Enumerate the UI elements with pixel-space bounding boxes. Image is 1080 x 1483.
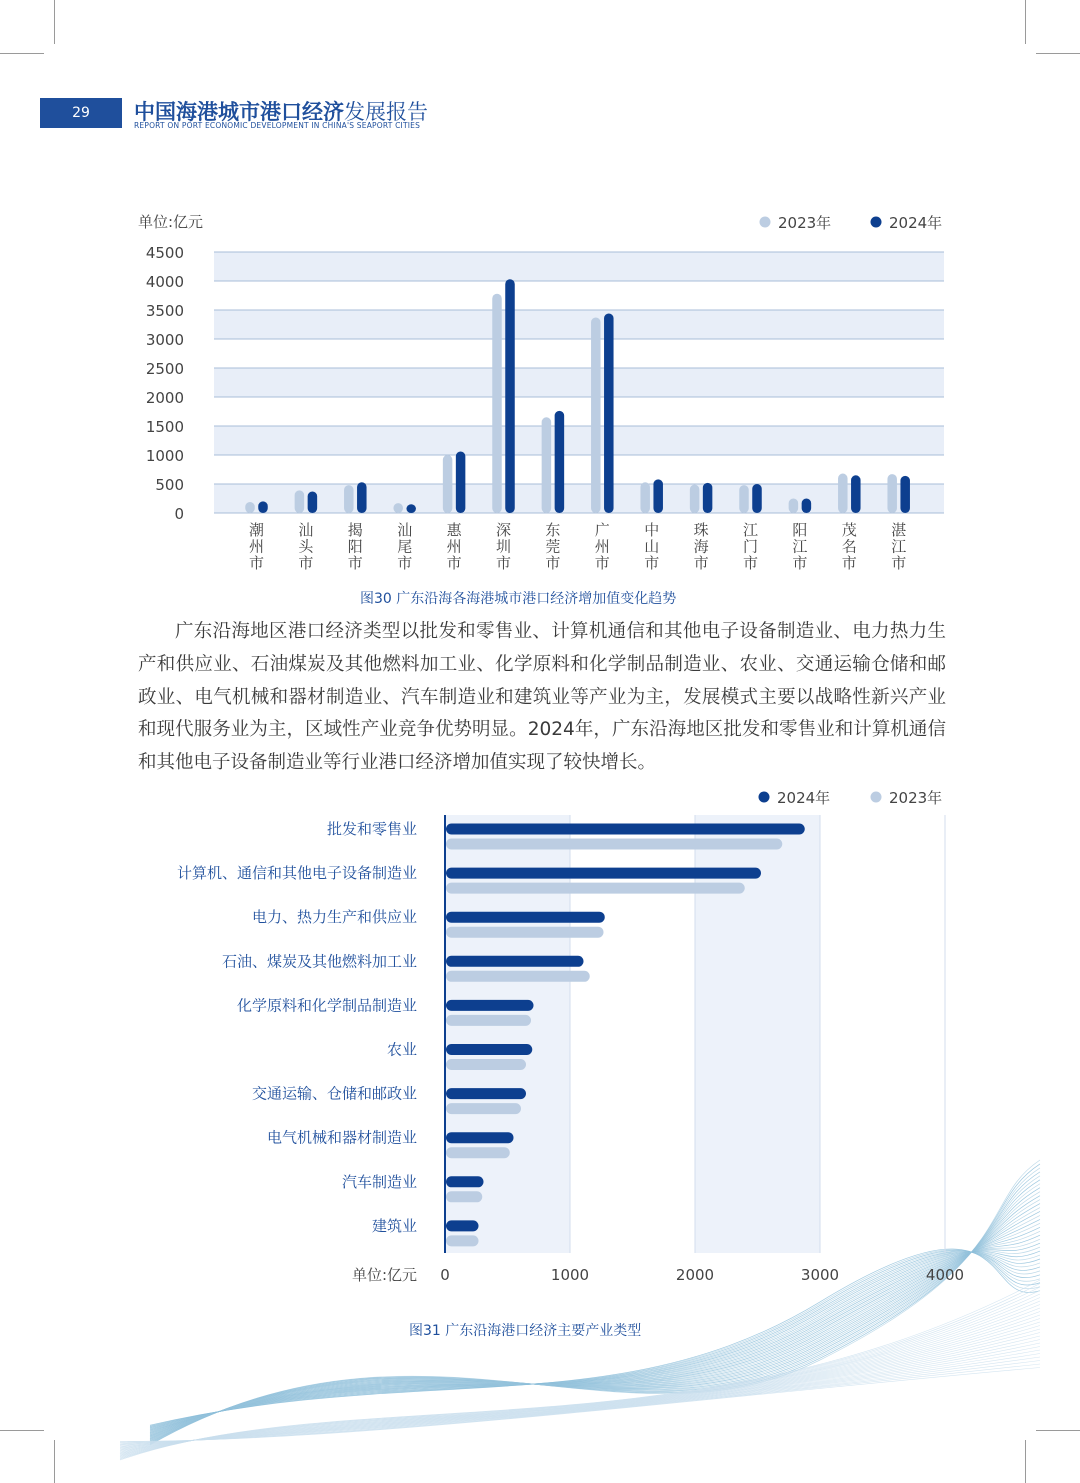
y-tick-label: 3500	[145, 302, 184, 320]
category-label: 农业	[386, 1040, 417, 1059]
legend-label: 2023年	[778, 214, 832, 232]
bar-2024	[446, 1220, 479, 1231]
body-paragraph: 广东沿海地区港口经济类型以批发和零售业、计算机通信和其他电子设备制造业、电力热力生产和供应业、石油煤炭及其他燃料加工业、化学原料和化学制品制造业、农业、交通运输仓储和邮政业、电气机械和器材制造业、汽车制造业和建筑业等产业为主，发展模式主要以战略性新兴产业和现代服务业为主，区域性产业竞争优势明显。2024年，广东沿海地区批发和零售业和计算机通信和其他电子设备制造业等行业港口经济增加值实现了较快增长。	[138, 621, 946, 774]
bar-2023	[446, 1103, 521, 1114]
bar-2023	[446, 971, 590, 982]
x-tick-label: 2000	[675, 1266, 715, 1284]
legend-marker	[871, 792, 882, 803]
legend-marker	[759, 792, 770, 803]
figure31-caption: 图31 广东沿海港口经济主要产业类型	[409, 1323, 642, 1339]
x-tick-label: 茂名市	[841, 521, 857, 572]
x-tick-label: 东莞市	[545, 521, 561, 572]
x-tick-label: 4000	[925, 1266, 965, 1284]
x-tick-label: 1000	[550, 1266, 590, 1284]
x-tick-label: 汕头市	[298, 521, 314, 572]
y-axis-unit: 单位:亿元	[138, 213, 204, 231]
category-label: 计算机、通信和其他电子设备制造业	[176, 864, 417, 883]
bar-2023	[446, 839, 782, 850]
category-label: 电力、热力生产和供应业	[251, 908, 417, 927]
bar-2024	[446, 1000, 534, 1011]
legend-label: 2024年	[889, 214, 943, 232]
x-tick-label: 广州市	[594, 521, 610, 572]
x-tick-label: 潮州市	[248, 521, 265, 572]
y-tick-label: 2500	[145, 360, 184, 378]
y-tick-label: 2000	[145, 389, 184, 407]
y-tick-label: 3000	[145, 331, 184, 349]
x-tick-label: 江门市	[742, 521, 759, 572]
bar-2023	[446, 1015, 531, 1026]
bar-2024	[446, 912, 605, 923]
category-label: 汽车制造业	[341, 1172, 417, 1191]
report-title-main: 中国海港城市港口经济	[134, 100, 344, 124]
bar-2023	[446, 1235, 479, 1246]
bar-2023	[446, 1059, 526, 1070]
legend-label: 2023年	[889, 789, 943, 807]
bar-2023	[446, 927, 604, 938]
bar-2024	[446, 1044, 532, 1055]
x-tick-label: 深圳市	[495, 521, 512, 572]
bar-2024	[446, 1088, 526, 1099]
bar-2024	[446, 956, 584, 967]
x-axis-unit: 单位:亿元	[351, 1266, 417, 1284]
category-label: 电气机械和器材制造业	[266, 1128, 417, 1147]
y-tick-label: 500	[155, 476, 184, 494]
bar-2023	[446, 1147, 510, 1158]
x-tick-label: 珠海市	[693, 521, 709, 572]
x-tick-label: 汕尾市	[397, 521, 413, 572]
x-tick-label: 中山市	[644, 521, 660, 572]
y-tick-label: 4000	[145, 273, 184, 291]
x-tick-label: 0	[440, 1266, 450, 1284]
y-tick-label: 1500	[145, 418, 184, 436]
bar-2023	[446, 883, 745, 894]
bar-2024	[446, 1132, 514, 1143]
x-tick-label: 湛江市	[891, 521, 907, 572]
legend-label: 2024年	[777, 789, 831, 807]
page-number: 29	[72, 105, 90, 121]
bar-2023	[446, 1191, 482, 1202]
bar-2024	[446, 1176, 484, 1187]
y-tick-label: 4500	[145, 244, 184, 262]
report-title-suffix: 发展报告	[344, 100, 428, 124]
x-tick-label: 揭阳市	[347, 521, 363, 572]
figure30-caption: 图30 广东沿海各海港城市港口经济增加值变化趋势	[360, 591, 677, 607]
category-label: 化学原料和化学制品制造业	[236, 996, 417, 1015]
report-subtitle: REPORT ON PORT ECONOMIC DEVELOPMENT IN CHINA'S SEAPORT CITIES	[134, 121, 421, 130]
category-label: 批发和零售业	[326, 820, 417, 838]
category-label: 建筑业	[371, 1216, 417, 1235]
y-tick-label: 1000	[145, 447, 184, 465]
bar-2024	[446, 824, 805, 835]
x-tick-label: 3000	[800, 1266, 840, 1284]
grid-band	[695, 815, 820, 1253]
category-label: 石油、煤炭及其他燃料加工业	[221, 952, 417, 971]
x-tick-label: 惠州市	[446, 521, 462, 572]
x-tick-label: 阳江市	[792, 521, 808, 572]
bar-2024	[446, 868, 761, 879]
category-label: 交通运输、仓储和邮政业	[251, 1084, 417, 1103]
y-tick-label: 0	[174, 505, 184, 523]
